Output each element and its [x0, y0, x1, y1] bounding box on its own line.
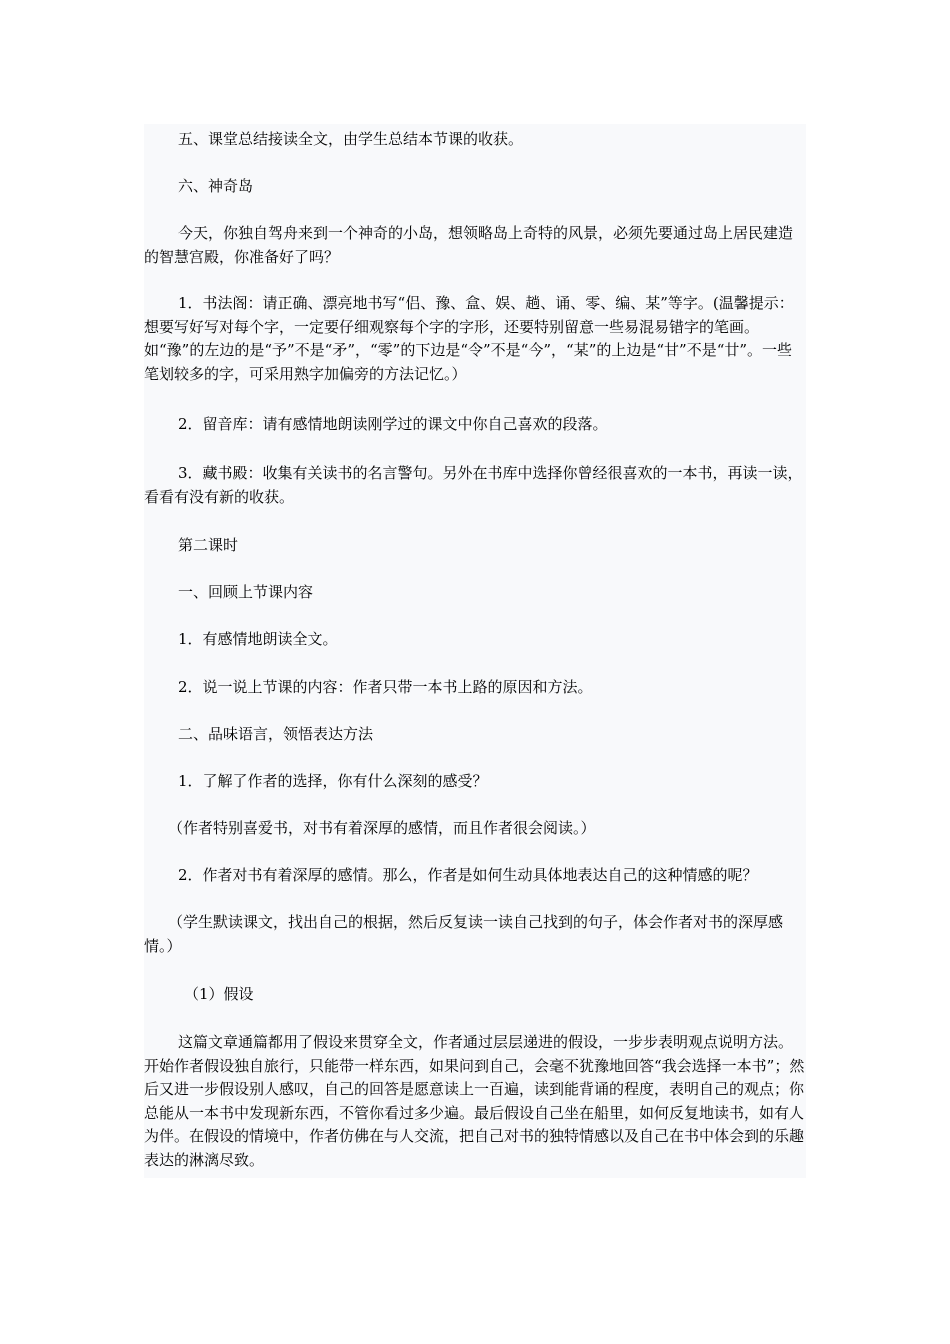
- heading-magic-island: 六、神奇岛: [178, 177, 254, 195]
- paragraph-book-hall: 3．藏书殿：收集有关读书的名言警句。另外在书库中选择你曾经很喜欢的一本书，再读一读，看看有没有新的收获。: [144, 464, 803, 506]
- paragraph-recap: 2．说一说上节课的内容：作者只带一本书上路的原因和方法。: [178, 678, 593, 696]
- document-body: [144, 124, 806, 1178]
- paragraph-hypothesis-analysis: 这篇文章通篇都用了假设来贯穿全文，作者通过层层递进的假设，一步步表明观点说明方法。开始作者假设独自旅行，只能带一样东西，如果问到自己，会毫不犹豫地回答“我会选择一本书”；然后又进一步假设别人感叹，自己的回答是愿意读上一百遍，读到能背诵的程度，表明自己的观点；你总能从一本书中发现新东西，不管你看过多少遍。最后假设自己坐在船里，如何反复地读书，如有人为伴。在假设的情境中，作者仿佛在与人交流，把自己对书的独特情感以及自己在书中体会到的乐趣表达的淋漓尽致。: [144, 1033, 805, 1169]
- paragraph-sound-library: 2．留音库：请有感情地朗读刚学过的课文中你自己喜欢的段落。: [178, 415, 608, 433]
- heading-hypothesis: （1）假设: [184, 985, 254, 1003]
- heading-review: 一、回顾上节课内容: [178, 583, 314, 601]
- paragraph-question-2: 2．作者对书有着深厚的感情。那么，作者是如何生动具体地表达自己的这种情感的呢？: [178, 866, 758, 884]
- paragraph-answer-1: （作者特别喜爱书，对书有着深厚的感情，而且作者很会阅读。）: [168, 819, 596, 837]
- heading-language-appreciation: 二、品味语言，领悟表达方法: [178, 725, 374, 743]
- paragraph-answer-2: （学生默读课文，找出自己的根据，然后反复读一读自己找到的句子，体会作者对书的深厚感情。）: [144, 913, 784, 955]
- paragraph-question-1: 1．了解了作者的选择，你有什么深刻的感受？: [178, 772, 488, 790]
- paragraph-calligraphy-pavilion: 1．书法阁：请正确、漂亮地书写“侣、豫、盒、娱、趟、诵、零、编、某”等字。(温馨提示：想要写好写对每个字，一定要仔细观察每个字的字形，还要特别留意一些易混易错字的笔画。如“豫”的左边的是“予”不是“矛”，“零”的下边是“令”不是“今”，“某”的上边是“甘”不是“廿”。一些笔划较多的字，可采用熟字加偏旁的方法记忆。）: [144, 294, 794, 383]
- heading-second-lesson: 第二课时: [178, 536, 239, 554]
- paragraph-summary: 五、课堂总结接读全文，由学生总结本节课的收获。: [178, 130, 524, 148]
- paragraph-read-aloud: 1．有感情地朗读全文。: [178, 630, 338, 648]
- paragraph-island-intro: 今天，你独自驾舟来到一个神奇的小岛，想领略岛上奇特的风景，必须先要通过岛上居民建造的智慧宫殿，你准备好了吗？: [144, 224, 794, 266]
